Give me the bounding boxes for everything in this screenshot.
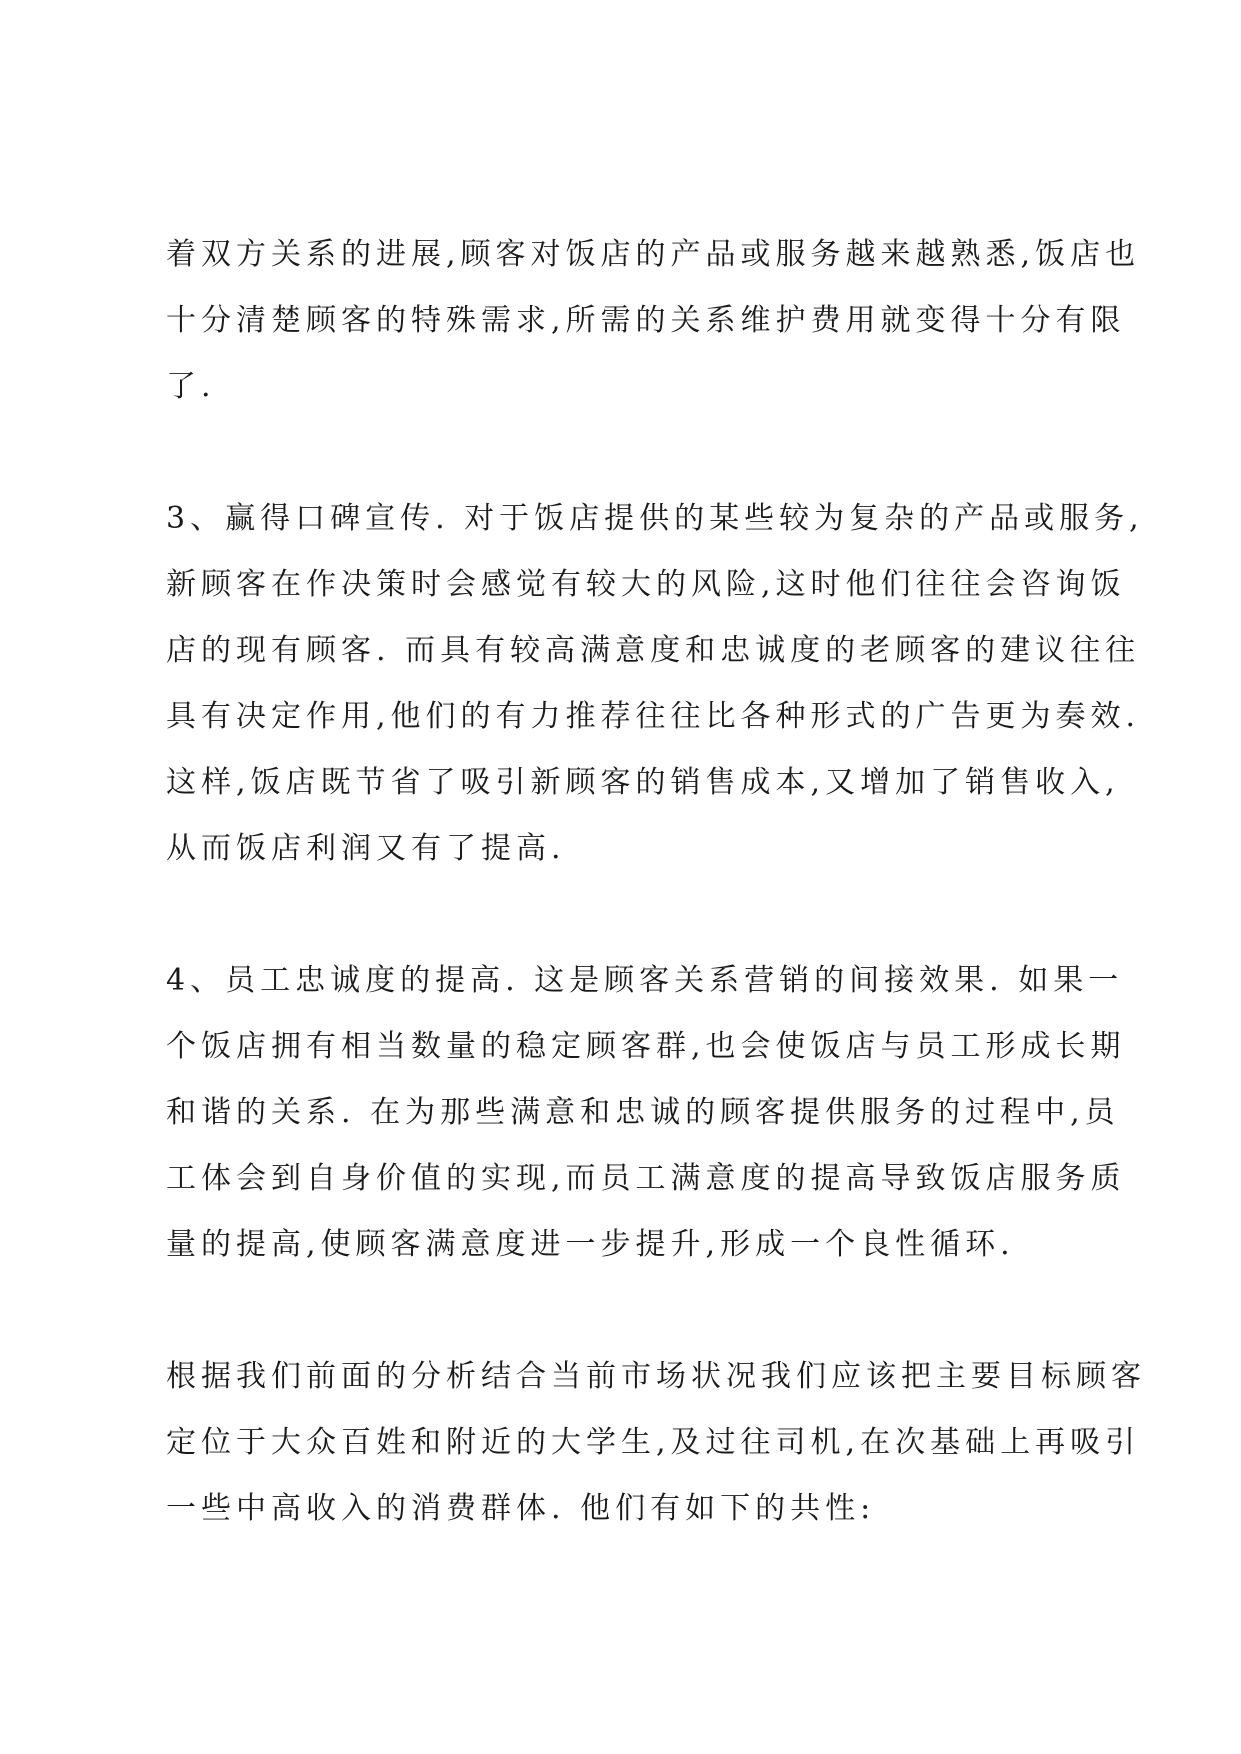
- text-line: 3、赢得口碑宣传. 对于饭店提供的某些较为复杂的产品或服务,: [166, 501, 1144, 536]
- text-line: 着双方关系的进展,顾客对饭店的产品或服务越来越熟悉,饭店也: [166, 237, 1141, 272]
- text-line: 4、员工忠诚度的提高. 这是顾客关系营销的间接效果. 如果一: [166, 963, 1124, 998]
- text-line: 十分清楚顾客的特殊需求,所需的关系维护费用就变得十分有限: [166, 303, 1126, 338]
- text-line: 量的提高,使顾客满意度进一步提升,形成一个良性循环.: [166, 1227, 1015, 1262]
- text-line: 一些中高收入的消费群体. 他们有如下的共性:: [166, 1491, 876, 1526]
- paragraph-target-customers: [166, 1344, 1146, 1542]
- paragraph-word-of-mouth: [166, 486, 1144, 882]
- paragraph-employee-loyalty: [166, 948, 1126, 1278]
- text-line: 和谐的关系. 在为那些满意和忠诚的顾客提供服务的过程中,员: [166, 1095, 1120, 1130]
- text-line: 新顾客在作决策时会感觉有较大的风险,这时他们往往会咨询饭: [166, 567, 1126, 602]
- text-line: 从而饭店利润又有了提高.: [166, 831, 566, 866]
- text-line: 根据我们前面的分析结合当前市场状况我们应该把主要目标顾客: [166, 1359, 1146, 1394]
- text-line: 这样,饭店既节省了吸引新顾客的销售成本,又增加了销售收入,: [166, 765, 1120, 800]
- paragraph-continuation: [166, 222, 1141, 420]
- text-line: 了.: [166, 369, 216, 404]
- text-line: 个饭店拥有相当数量的稳定顾客群,也会使饭店与员工形成长期: [166, 1029, 1126, 1064]
- document-body: [166, 222, 1146, 1608]
- text-line: 定位于大众百姓和附近的大学生,及过往司机,在次基础上再吸引: [166, 1425, 1141, 1460]
- text-line: 店的现有顾客. 而具有较高满意度和忠诚度的老顾客的建议往往: [166, 633, 1141, 668]
- text-line: 工体会到自身价值的实现,而员工满意度的提高导致饭店服务质: [166, 1161, 1126, 1196]
- text-line: 具有决定作用,他们的有力推荐往往比各种形式的广告更为奏效.: [166, 699, 1141, 734]
